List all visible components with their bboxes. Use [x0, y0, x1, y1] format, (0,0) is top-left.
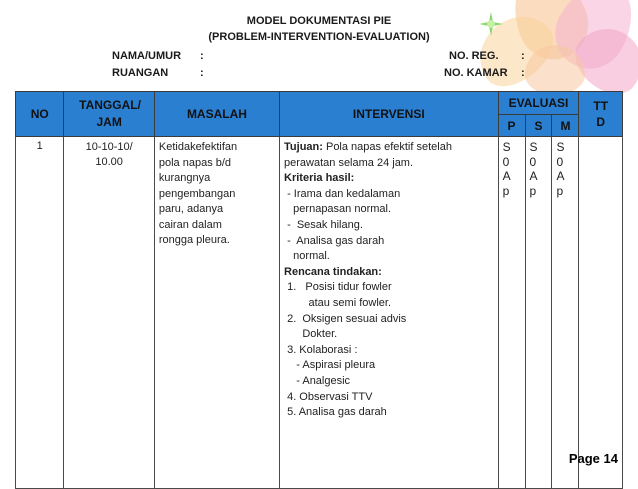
- header-ttd-text: TT D: [593, 99, 609, 129]
- kriteria-line: normal.: [284, 250, 330, 263]
- rencana-line: atau semi fowler.: [284, 296, 392, 309]
- nokamar-separator: :: [521, 67, 525, 79]
- noreg-label: NO. REG.: [449, 50, 499, 62]
- masalah-line: rongga pleura.: [158, 234, 230, 246]
- tanggal-line: 10.00: [95, 156, 123, 168]
- document-title: MODEL DOKUMENTASI PIE: [246, 15, 392, 27]
- rencana-label: Rencana tindakan:: [284, 265, 382, 278]
- nama-label: NAMA/UMUR: [112, 50, 182, 62]
- cell-no: 1: [16, 137, 64, 489]
- pie-table: [15, 91, 623, 489]
- eval-p-item: 0: [502, 154, 510, 169]
- kriteria-line: - Analisa gas darah: [284, 234, 385, 247]
- eval-s-item: 0: [529, 154, 537, 169]
- eval-s-item: A: [529, 169, 538, 183]
- cell-tanggal: [64, 137, 154, 489]
- cell-masalah: [154, 137, 279, 489]
- tujuan-label: Tujuan:: [284, 141, 323, 153]
- masalah-line: paru, adanya: [158, 203, 224, 215]
- masalah-line: kurangnya: [158, 172, 211, 184]
- eval-m-item: S: [556, 140, 565, 154]
- header-tanggal: [64, 92, 154, 137]
- noreg-separator: :: [521, 50, 525, 62]
- eval-p-item: S: [502, 140, 511, 154]
- header-ttd: [579, 92, 623, 137]
- table-row: [16, 137, 623, 489]
- tujuan-text-2: perawatan selama 24 jam.: [284, 156, 414, 169]
- masalah-line: pengembangan: [158, 187, 236, 200]
- cell-intervensi: [280, 137, 499, 489]
- tanggal-line: 10-10-10/: [85, 141, 133, 153]
- rencana-line: Dokter.: [284, 328, 338, 341]
- cell-eval-s: [525, 137, 552, 489]
- header-eval-s: S: [525, 115, 552, 137]
- header-tanggal-text: TANGGAL/ JAM: [79, 98, 141, 129]
- nama-separator: :: [200, 50, 204, 62]
- eval-m-item: p: [556, 183, 564, 198]
- eval-p-item: A: [502, 169, 511, 183]
- header-eval-m: M: [552, 115, 579, 137]
- ruangan-label: RUANGAN: [112, 67, 169, 79]
- header-evaluasi: EVALUASI: [498, 92, 579, 115]
- kriteria-line: - Irama dan kedalaman: [284, 187, 401, 200]
- document-subtitle: (PROBLEM-INTERVENTION-EVALUATION): [208, 31, 430, 43]
- rencana-line: 3. Kolaborasi :: [284, 343, 358, 356]
- cell-eval-p: [498, 137, 525, 489]
- eval-m-item: 0: [556, 154, 564, 169]
- header-no: NO: [16, 92, 64, 137]
- eval-p-item: p: [502, 183, 510, 198]
- ruangan-separator: :: [200, 67, 204, 79]
- eval-m-item: A: [556, 169, 565, 183]
- cell-eval-m: [552, 137, 579, 489]
- masalah-line: pola napas b/d: [158, 156, 232, 169]
- header-intervensi: INTERVENSI: [280, 92, 499, 137]
- masalah-line: Ketidakefektifan: [158, 141, 238, 153]
- rencana-line: 4. Observasi TTV: [284, 390, 373, 403]
- masalah-line: cairan dalam: [158, 218, 222, 231]
- kriteria-line: - Sesak hilang.: [284, 218, 363, 231]
- cell-ttd: [579, 137, 623, 489]
- tujuan-line: [284, 140, 494, 156]
- header-eval-p: P: [498, 115, 525, 137]
- header-masalah: MASALAH: [154, 92, 279, 137]
- kriteria-label: Kriteria hasil:: [284, 172, 355, 185]
- rencana-line: 1. Posisi tidur fowler: [284, 281, 392, 294]
- rencana-line: - Aspirasi pleura: [284, 359, 376, 372]
- eval-s-item: S: [529, 140, 538, 154]
- rencana-line: - Analgesic: [284, 374, 351, 387]
- kriteria-line: pernapasan normal.: [284, 203, 392, 216]
- rencana-line: 2. Oksigen sesuai advis: [284, 312, 407, 325]
- page-number: Page 14: [568, 451, 618, 466]
- tujuan-text: Pola napas efektif setelah: [322, 141, 452, 153]
- nokamar-label: NO. KAMAR: [444, 67, 508, 79]
- eval-s-item: p: [529, 183, 537, 198]
- rencana-line: 5. Analisa gas darah: [284, 406, 387, 419]
